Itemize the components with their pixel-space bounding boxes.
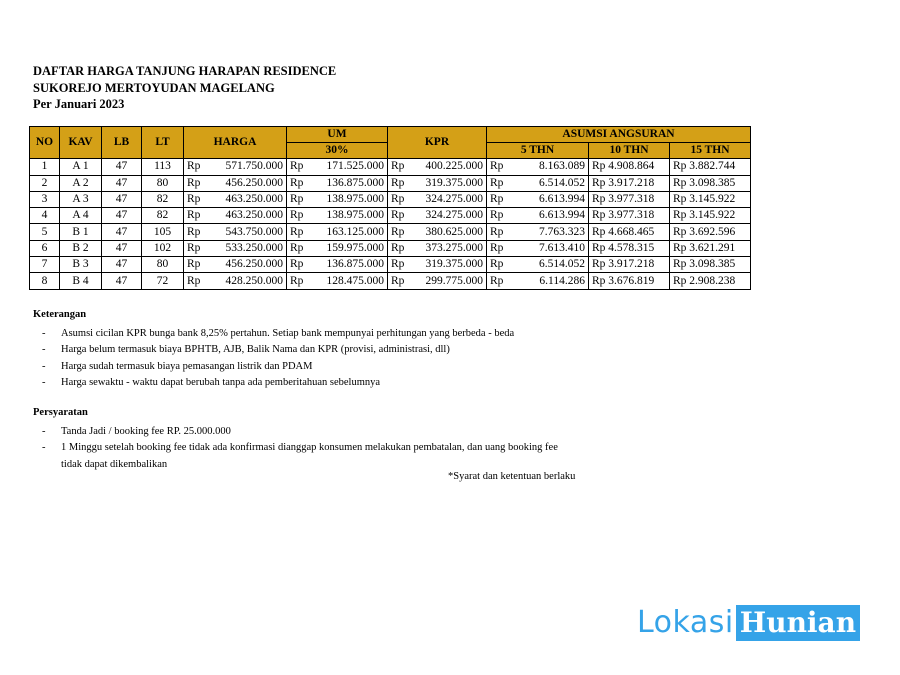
- cell-harga: 428.250.000: [206, 273, 287, 289]
- cell-15thn: Rp 3.882.744: [670, 159, 751, 175]
- header-lb: LB: [102, 127, 142, 159]
- cell-10thn: Rp 3.977.318: [589, 191, 670, 207]
- cell-no: 2: [30, 175, 60, 191]
- logo-text-lokasi: Lokasi: [637, 605, 734, 640]
- cell-kav: B 2: [60, 240, 102, 256]
- cell-5thn-currency: Rp: [487, 191, 509, 207]
- cell-harga: 456.250.000: [206, 175, 287, 191]
- cell-5thn: 6.613.994: [509, 191, 589, 207]
- cell-no: 6: [30, 240, 60, 256]
- cell-um: 138.975.000: [309, 191, 388, 207]
- keterangan-heading: Keterangan: [33, 309, 87, 320]
- header-10-thn: 10 THN: [589, 143, 670, 159]
- cell-harga-currency: Rp: [184, 257, 206, 273]
- cell-harga-currency: Rp: [184, 175, 206, 191]
- persyaratan-list: [33, 424, 558, 474]
- cell-kpr-currency: Rp: [388, 224, 410, 240]
- table-row: [30, 224, 751, 240]
- disclaimer-note: *Syarat dan ketentuan berlaku: [448, 471, 576, 482]
- cell-harga-currency: Rp: [184, 273, 206, 289]
- cell-lb: 47: [102, 273, 142, 289]
- persyaratan-heading: Persyaratan: [33, 407, 88, 418]
- cell-5thn-currency: Rp: [487, 159, 509, 175]
- cell-no: 8: [30, 273, 60, 289]
- cell-kpr-currency: Rp: [388, 159, 410, 175]
- cell-kpr: 380.625.000: [410, 224, 487, 240]
- cell-5thn: 6.114.286: [509, 273, 589, 289]
- persyaratan-section: [33, 405, 558, 473]
- header-um-percent: 30%: [287, 143, 388, 159]
- cell-5thn-currency: Rp: [487, 208, 509, 224]
- cell-lb: 47: [102, 175, 142, 191]
- cell-um-currency: Rp: [287, 257, 309, 273]
- list-item: - 1 Minggu setelah booking fee tidak ada konfirmasi dianggap konsumen melakukan pembatalan, dan uang booking fee: [42, 442, 558, 453]
- header-um: UM: [287, 127, 388, 143]
- cell-5thn-currency: Rp: [487, 240, 509, 256]
- cell-kpr: 319.375.000: [410, 257, 487, 273]
- cell-10thn: Rp 4.908.864: [589, 159, 670, 175]
- cell-kpr: 324.275.000: [410, 191, 487, 207]
- cell-5thn: 7.763.323: [509, 224, 589, 240]
- cell-kpr-currency: Rp: [388, 240, 410, 256]
- cell-10thn: Rp 3.917.218: [589, 175, 670, 191]
- title-line-3: Per Januari 2023: [33, 97, 125, 111]
- cell-harga-currency: Rp: [184, 240, 206, 256]
- cell-10thn: Rp 3.977.318: [589, 208, 670, 224]
- table-row: [30, 273, 751, 289]
- persyaratan-item-1: Tanda Jadi / booking fee RP. 25.000.000: [61, 425, 231, 437]
- cell-kav: B 1: [60, 224, 102, 240]
- cell-15thn: Rp 3.098.385: [670, 257, 751, 273]
- cell-lt: 82: [142, 191, 184, 207]
- cell-10thn: Rp 3.676.819: [589, 273, 670, 289]
- cell-lt: 102: [142, 240, 184, 256]
- cell-kpr-currency: Rp: [388, 175, 410, 191]
- cell-no: 7: [30, 257, 60, 273]
- cell-harga: 543.750.000: [206, 224, 287, 240]
- cell-15thn: Rp 3.692.596: [670, 224, 751, 240]
- list-item: - Harga belum termasuk biaya BPHTB, AJB, Balik Nama dan KPR (provisi, administrasi, dll): [42, 344, 450, 355]
- cell-kpr-currency: Rp: [388, 257, 410, 273]
- cell-um-currency: Rp: [287, 191, 309, 207]
- cell-harga-currency: Rp: [184, 159, 206, 175]
- header-asumsi-angsuran: ASUMSI ANGSURAN: [487, 127, 751, 143]
- persyaratan-item-2: 1 Minggu setelah booking fee tidak ada konfirmasi dianggap konsumen melakukan pembatalan, dan uang booking fee: [61, 442, 558, 453]
- cell-harga: 463.250.000: [206, 191, 287, 207]
- cell-harga-currency: Rp: [184, 191, 206, 207]
- cell-um: 163.125.000: [309, 224, 388, 240]
- cell-um-currency: Rp: [287, 175, 309, 191]
- document-title-block: [33, 63, 336, 113]
- cell-kav: B 4: [60, 273, 102, 289]
- table-row: [30, 175, 751, 191]
- cell-5thn: 6.613.994: [509, 208, 589, 224]
- cell-no: 1: [30, 159, 60, 175]
- list-item: - Harga sudah termasuk biaya pemasangan listrik dan PDAM: [42, 360, 313, 372]
- logo-text-hunian: Hunian: [736, 605, 860, 641]
- cell-um: 171.525.000: [309, 159, 388, 175]
- list-item: - Harga sewaktu - waktu dapat berubah tanpa ada pemberitahuan sebelumnya: [42, 377, 381, 388]
- cell-5thn-currency: Rp: [487, 175, 509, 191]
- cell-um: 138.975.000: [309, 208, 388, 224]
- table-row: [30, 240, 751, 256]
- cell-lt: 105: [142, 224, 184, 240]
- cell-kav: A 4: [60, 208, 102, 224]
- table-row: [30, 208, 751, 224]
- persyaratan-item-2-continued: tidak dapat dikembalikan: [61, 458, 168, 470]
- keterangan-item-1: Asumsi cicilan KPR bunga bank 8,25% pertahun. Setiap bank mempunyai perhitungan yang berbeda - beda: [61, 327, 515, 339]
- cell-5thn-currency: Rp: [487, 224, 509, 240]
- list-item: - Tanda Jadi / booking fee RP. 25.000.000: [42, 425, 231, 437]
- cell-harga: 456.250.000: [206, 257, 287, 273]
- cell-kpr: 299.775.000: [410, 273, 487, 289]
- header-5-thn: 5 THN: [487, 143, 589, 159]
- cell-5thn: 6.514.052: [509, 175, 589, 191]
- cell-15thn: Rp 2.908.238: [670, 273, 751, 289]
- cell-um-currency: Rp: [287, 273, 309, 289]
- cell-harga: 533.250.000: [206, 240, 287, 256]
- cell-10thn: Rp 4.668.465: [589, 224, 670, 240]
- cell-lb: 47: [102, 208, 142, 224]
- table-row: [30, 257, 751, 273]
- list-item: - Asumsi cicilan KPR bunga bank 8,25% pertahun. Setiap bank mempunyai perhitungan yang berbeda - beda: [42, 327, 515, 339]
- cell-10thn: Rp 3.917.218: [589, 257, 670, 273]
- title-line-1: DAFTAR HARGA TANJUNG HARAPAN RESIDENCE: [33, 64, 337, 78]
- header-no: NO: [30, 127, 60, 159]
- cell-no: 3: [30, 191, 60, 207]
- cell-5thn: 8.163.089: [509, 159, 589, 175]
- cell-kav: A 3: [60, 191, 102, 207]
- keterangan-section: [33, 307, 514, 392]
- header-harga: HARGA: [184, 127, 287, 159]
- header-kpr: KPR: [388, 127, 487, 159]
- cell-um: 128.475.000: [309, 273, 388, 289]
- cell-um: 136.875.000: [309, 257, 388, 273]
- price-table: [29, 126, 751, 290]
- cell-5thn-currency: Rp: [487, 273, 509, 289]
- cell-harga-currency: Rp: [184, 208, 206, 224]
- cell-no: 5: [30, 224, 60, 240]
- cell-kav: B 3: [60, 257, 102, 273]
- cell-kpr: 373.275.000: [410, 240, 487, 256]
- cell-um-currency: Rp: [287, 224, 309, 240]
- table-row: [30, 191, 751, 207]
- cell-um-currency: Rp: [287, 208, 309, 224]
- keterangan-item-3: Harga sudah termasuk biaya pemasangan listrik dan PDAM: [61, 360, 313, 372]
- cell-lb: 47: [102, 240, 142, 256]
- cell-um-currency: Rp: [287, 159, 309, 175]
- cell-um-currency: Rp: [287, 240, 309, 256]
- header-kav: KAV: [60, 127, 102, 159]
- cell-harga-currency: Rp: [184, 224, 206, 240]
- cell-kav: A 2: [60, 175, 102, 191]
- cell-kav: A 1: [60, 159, 102, 175]
- cell-kpr-currency: Rp: [388, 208, 410, 224]
- cell-harga: 463.250.000: [206, 208, 287, 224]
- keterangan-list: [33, 326, 514, 392]
- table-row: [30, 159, 751, 175]
- cell-lt: 80: [142, 175, 184, 191]
- cell-5thn: 7.613.410: [509, 240, 589, 256]
- cell-um: 136.875.000: [309, 175, 388, 191]
- cell-kpr: 319.375.000: [410, 175, 487, 191]
- title-line-2: SUKOREJO MERTOYUDAN MAGELANG: [33, 80, 275, 95]
- cell-15thn: Rp 3.145.922: [670, 208, 751, 224]
- cell-lb: 47: [102, 224, 142, 240]
- cell-kpr-currency: Rp: [388, 273, 410, 289]
- cell-lb: 47: [102, 257, 142, 273]
- cell-5thn-currency: Rp: [487, 257, 509, 273]
- keterangan-item-2: Harga belum termasuk biaya BPHTB, AJB, Balik Nama dan KPR (provisi, administrasi, dll): [61, 344, 450, 355]
- cell-lt: 113: [142, 159, 184, 175]
- cell-kpr: 400.225.000: [410, 159, 487, 175]
- cell-15thn: Rp 3.145.922: [670, 191, 751, 207]
- cell-kpr: 324.275.000: [410, 208, 487, 224]
- cell-lt: 82: [142, 208, 184, 224]
- cell-lt: 80: [142, 257, 184, 273]
- cell-10thn: Rp 4.578.315: [589, 240, 670, 256]
- cell-harga: 571.750.000: [206, 159, 287, 175]
- header-15-thn: 15 THN: [670, 143, 751, 159]
- header-lt: LT: [142, 127, 184, 159]
- cell-lt: 72: [142, 273, 184, 289]
- cell-5thn: 6.514.052: [509, 257, 589, 273]
- cell-kpr-currency: Rp: [388, 191, 410, 207]
- cell-15thn: Rp 3.621.291: [670, 240, 751, 256]
- keterangan-item-4: Harga sewaktu - waktu dapat berubah tanpa ada pemberitahuan sebelumnya: [61, 377, 381, 388]
- cell-um: 159.975.000: [309, 240, 388, 256]
- lokasihunian-logo: [637, 605, 860, 641]
- cell-lb: 47: [102, 159, 142, 175]
- cell-lb: 47: [102, 191, 142, 207]
- cell-no: 4: [30, 208, 60, 224]
- cell-15thn: Rp 3.098.385: [670, 175, 751, 191]
